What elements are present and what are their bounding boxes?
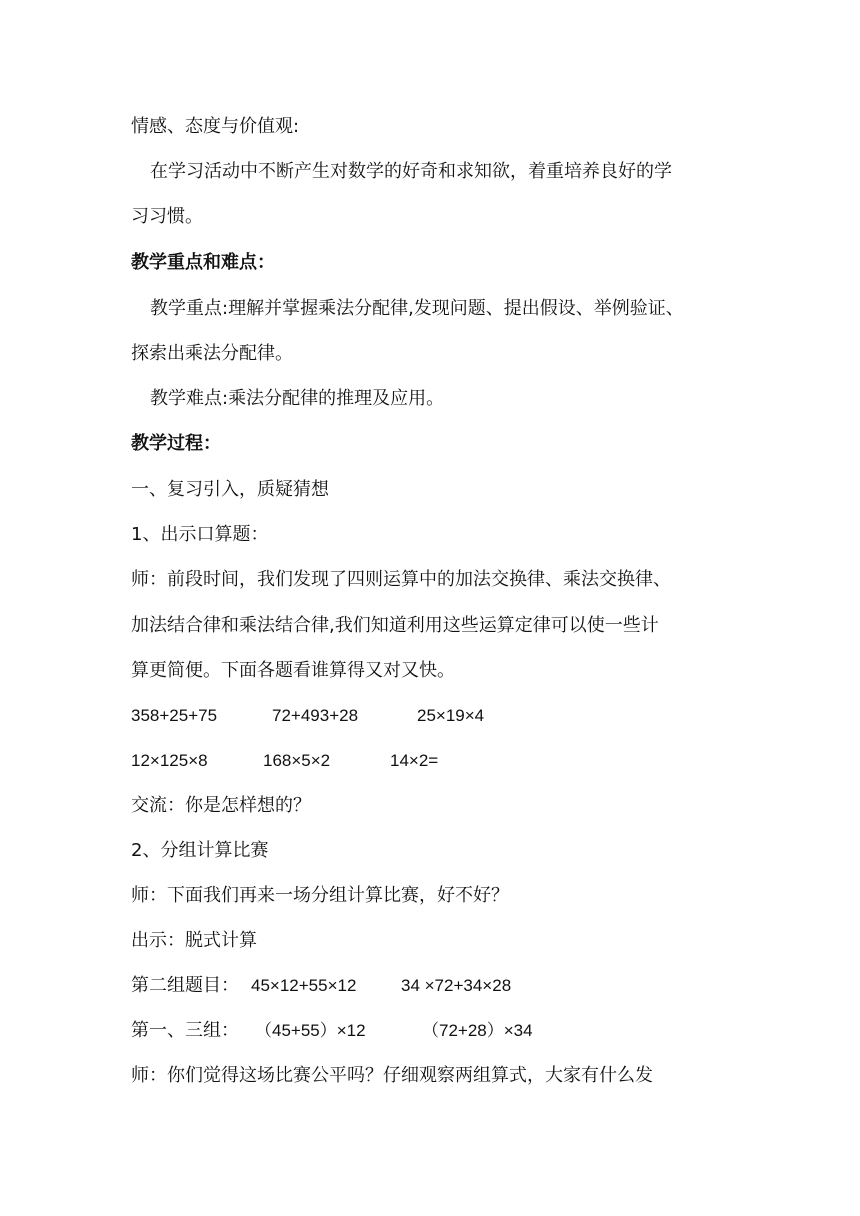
expression: （45+55）×12 <box>255 1021 366 1040</box>
paragraph-line: 算更简便。下面各题看谁算得又对又快。 <box>131 660 455 681</box>
group-label: 第一、三组： <box>131 1020 239 1041</box>
paragraph-line: 出示：脱式计算 <box>131 930 257 951</box>
section-heading-process: 教学过程： <box>131 433 221 454</box>
paragraph-line: 师：下面我们再来一场分组计算比赛，好不好？ <box>131 885 509 906</box>
paragraph-line: 交流：你是怎样想的？ <box>131 795 311 816</box>
expression: 72+493+28 <box>272 706 359 725</box>
paragraph-line: 探索出乘法分配律。 <box>131 343 293 364</box>
step-heading: 2、分组计算比赛 <box>131 840 269 861</box>
expression: 12×125×8 <box>131 751 208 770</box>
step-heading: 1、出示口算题： <box>131 524 269 545</box>
group-label: 第二组题目： <box>131 975 239 996</box>
expression: 34 ×72+34×28 <box>401 976 512 995</box>
section-heading-key-points: 教学重点和难点： <box>131 252 275 273</box>
paragraph-line: 师：前段时间，我们发现了四则运算中的加法交换律、乘法交换律、 <box>131 569 671 590</box>
expression: 358+25+75 <box>131 706 218 725</box>
section-heading-emotion: 情感、态度与价值观: <box>131 116 300 137</box>
expression: （72+28）×34 <box>422 1021 533 1040</box>
paragraph-line: 师：你们觉得这场比赛公平吗？仔细观察两组算式，大家有什么发 <box>131 1065 653 1086</box>
expression: 168×5×2 <box>263 751 331 770</box>
paragraph-line: 习习惯。 <box>131 206 203 227</box>
expression: 45×12+55×12 <box>251 976 357 995</box>
expression: 14×2= <box>390 751 439 770</box>
paragraph-line: 加法结合律和乘法结合律,我们知道利用这些运算定律可以使一些计 <box>131 615 659 636</box>
expression: 25×19×4 <box>417 706 485 725</box>
paragraph-line: 在学习活动中不断产生对数学的好奇和求知欲，着重培养良好的学 <box>150 161 672 182</box>
paragraph-line: 教学重点:理解并掌握乘法分配律,发现问题、提出假设、举例验证、 <box>150 298 684 319</box>
subsection-heading: 一、复习引入，质疑猜想 <box>131 479 329 500</box>
paragraph-line: 教学难点:乘法分配律的推理及应用。 <box>150 388 445 409</box>
